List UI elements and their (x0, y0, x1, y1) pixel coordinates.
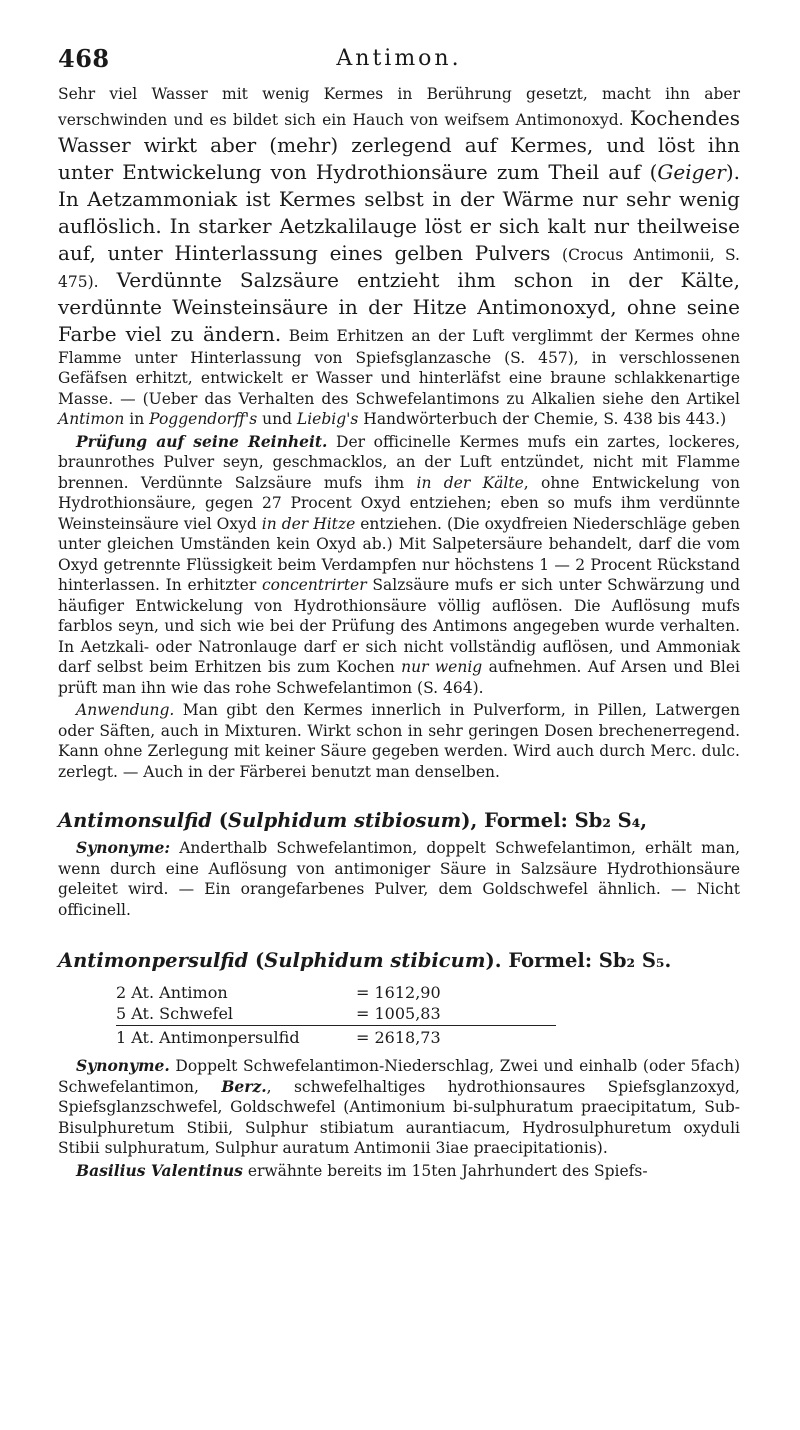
antimonsulfid-heading: Antimonsulfid (Sulphidum stibiosum), Formel: Sb₂ S₄, (58, 809, 648, 832)
sum-rule (116, 1025, 556, 1026)
pruefung-paragraph: Prüfung auf seine Reinheit. Der officinelle Kermes mufs ein zartes, lockeres, braunrothes Pulver seyn, geschmacklos, an der Luft entzündet, nicht mit Flamme brennen. Verdünnte Salzsäure mufs ihm in der Kälte, ohne Entwickelung von Hydrothionsäure, gegen 27 Procent Oxyd entziehen; eben so mufs ihm verdünnte Weinsteinsäure viel Oxyd in der Hitze entziehen. (Die oxydfreien Niederschläge geben unter gleichen Umständen kein Oxyd ab.) Mit Salpetersäure behandelt, darf die vom Oxyd getrennte Flüssigkeit beim Verdampfen nur höchstens 1 — 2 Procent Rückstand hinterlassen. In erhitzter concentrirter Salzsäure mufs er sich unter Schwärzung und häufiger Entwickelung von Hydrothionsäure völlig auflösen. Die Auflösung mufs farblos seyn, und sich wie bei der Prüfung des Antimons angegeben wurde verhalten. In Aetzkali- oder Natronlauge darf er sich nicht vollständig auflösen, und Ammoniak darf selbst beim Erhitzen bis zum Kochen nur wenig aufnehmen. Auf Arsen und Blei prüft man ihn wie das rohe Schwefelantimon (S. 464). (58, 431, 741, 697)
anwendung-paragraph: Anwendung. Man gibt den Kermes innerlich in Pulverform, in Pillen, Latwergen oder Säften, auch in Mixturen. Wirkt schon in sehr geringen Dosen brechenerregend. Kann ohne Zerlegung mit keiner Säure gegeben werden. Wird auch durch Merc. dulc. zerlegt. — Auch in der Färberei benutzt man denselben. (58, 701, 740, 781)
anwendung-heading: Anwendung. (76, 701, 175, 719)
composition-row: 2 At. Antimon = 1612,90 (116, 983, 441, 1002)
intro-large-text-a: Kochendes Wasser wirkt aber (mehr) zerlegend auf Kermes, und löst ihn unter Entwickelung von Hydrothionsäure zum Theil auf (Geiger). In Aetzammoniak ist Kermes selbst in der Wärme nur sehr wenig auflöslich. In starker Aetzkalilauge löst er sich kalt nur theilweise auf, unter Hinterlassung eines gelben Pulvers (58, 105, 740, 265)
page-header (58, 44, 740, 84)
page-number: 468 (58, 44, 110, 73)
composition-row: 5 At. Schwefel = 1005,83 (116, 1004, 441, 1023)
intro-paragraph (58, 84, 740, 430)
intro-crocus-ref: (Crocus Antimonii, S. 475). (58, 245, 740, 291)
composition-total-row: 1 At. Antimonpersulfid = 2618,73 (116, 1028, 441, 1047)
antimonpersulfid-synonyms: Synonyme. Doppelt Schwefelantimon-Niederschlag, Zwei und einhalb (oder 5fach) Schwefelantimon, Berz., schwefelhaltiges hydrothionsaures Spiefsglanzoxyd, Spiefsglanzschwefel, Goldschwefel (Antimonium bi-sulphuratum praecipitatum, Sub-Bisulphuretum Stibii, Sulphur stibiatum aurantiacum, Hydrosulphuretum oxyduli Stibii sulphuratum, Sulphur auratum Antimonii 3iae praecipitationis). (58, 1056, 740, 1157)
intro-small-text: Sehr viel Wasser mit wenig Kermes in Berührung gesetzt, macht ihn aber verschwinden und es bildet sich ein Hauch von weifsem Antimonoxyd. (58, 85, 740, 129)
intro-large-text-c: Verdünnte Salzsäure entzieht ihm schon in der Kälte, verdünnte Weinsteinsäure in der Hitze Antimonoxyd, ohne seine Farbe viel zu ändern. (58, 267, 740, 346)
running-head: Antimon. (336, 46, 462, 71)
pruefung-heading: Prüfung auf seine Reinheit. (76, 431, 328, 451)
antimonsulfid-synonyms: Synonyme: Anderthalb Schwefelantimon, doppelt Schwefelantimon, erhält man, wenn durch eine Auflösung von antimoniger Säure in Salzsäure Hydrothionsäure geleitet wird. — Ein orangefarbenes Pulver, dem Goldschwefel ähnlich. — Nicht officinell. (58, 838, 740, 919)
basilius-paragraph: Basilius Valentinus erwähnte bereits im 15ten Jahrhundert des Spiefs- (76, 1160, 648, 1180)
composition-table (116, 982, 586, 1048)
intro-small-text-c: Beim Erhitzen an der Luft verglimmt der Kermes ohne Flamme unter Hinterlassung von Spiefsglanzasche (S. 457), in verschlossenen Gefäfsen erhitzt, entwickelt er Wasser und hinterläfst eine braune schlakkenartige Masse. — (Ueber das Verhalten des Schwefelantimons zu Alkalien siehe den Artikel Antimon in Poggendorff's und Liebig's Handwörterbuch der Chemie, S. 438 bis 443.) (58, 326, 740, 428)
antimonpersulfid-heading: Antimonpersulfid (Sulphidum stibicum). Formel: Sb₂ S₅. (58, 949, 672, 972)
